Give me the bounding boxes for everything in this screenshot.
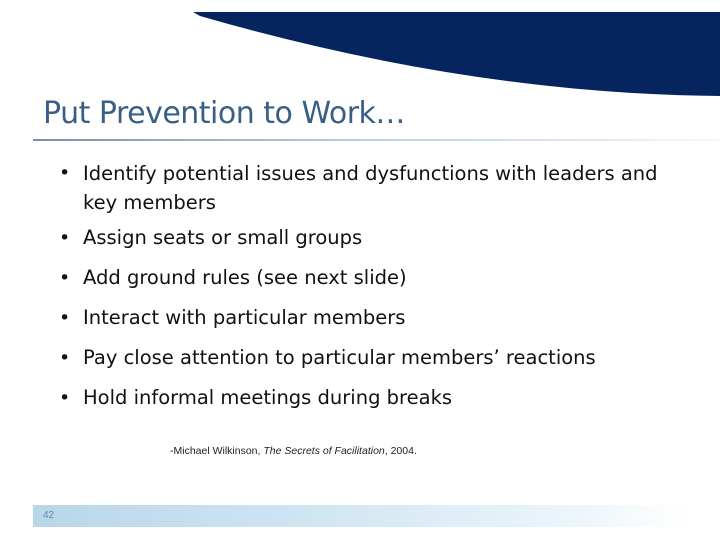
bullet-item bbox=[59, 159, 683, 217]
citation-author: -Michael Wilkinson, bbox=[170, 445, 264, 457]
citation-year: , 2004. bbox=[384, 445, 417, 457]
header-banner-shape bbox=[0, 0, 720, 100]
citation bbox=[170, 445, 417, 457]
slide-title: Put Prevention to Work… bbox=[43, 96, 405, 131]
bullet-text: Add ground rules (see next slide) bbox=[83, 266, 407, 289]
slide-number: 42 bbox=[43, 510, 55, 521]
bullet-text: Interact with particular members bbox=[83, 306, 406, 329]
bullet-item bbox=[59, 338, 699, 378]
bullet-item bbox=[59, 298, 699, 338]
bullet-item bbox=[59, 218, 699, 258]
bullet-marker: • bbox=[59, 267, 71, 289]
bullet-marker: • bbox=[59, 227, 71, 249]
bullet-marker: • bbox=[59, 347, 71, 369]
bullet-text: Identify potential issues and dysfunctions with leaders and key members bbox=[83, 162, 658, 214]
bullet-text: Hold informal meetings during breaks bbox=[83, 386, 453, 409]
footer-gradient-bar bbox=[33, 505, 688, 527]
bullet-text: Assign seats or small groups bbox=[83, 226, 363, 249]
bullet-list bbox=[59, 159, 699, 418]
bullet-text: Pay close attention to particular members’ reactions bbox=[83, 346, 596, 369]
header-banner-fill bbox=[193, 12, 720, 96]
bullet-marker: • bbox=[59, 387, 71, 409]
bullet-marker: • bbox=[59, 162, 71, 184]
title-underline bbox=[33, 139, 720, 141]
bullet-item bbox=[59, 258, 699, 298]
bullet-item bbox=[59, 378, 699, 418]
bullet-marker: • bbox=[59, 307, 71, 329]
citation-work-title: The Secrets of Facilitation bbox=[263, 445, 385, 457]
